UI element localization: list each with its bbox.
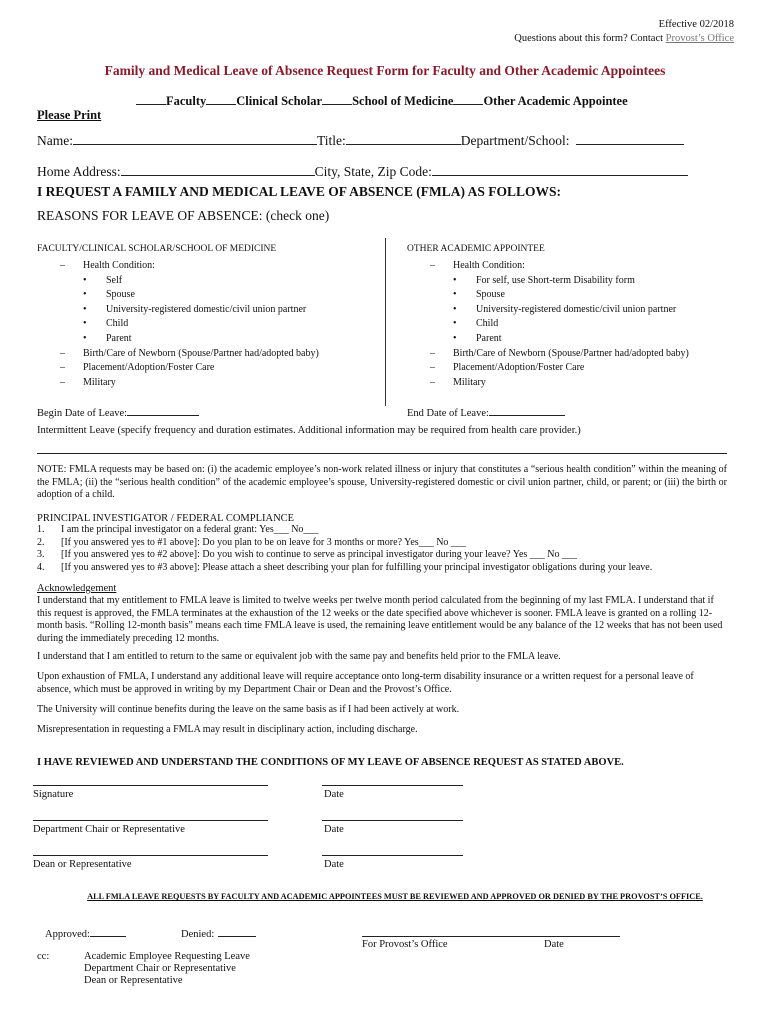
right-military[interactable]: [430, 376, 750, 391]
cc-item: Dean or Representative: [84, 975, 183, 986]
department-label: Department/School:: [460, 133, 570, 148]
cc-item: Department Chair or Representative: [84, 963, 236, 974]
pi-item-number: 4.: [37, 562, 45, 574]
right-health-child-label: Child: [476, 318, 499, 330]
left-column-heading: FACULTY/CLINICAL SCHOLAR/SCHOOL OF MEDICINE: [37, 244, 277, 254]
city-state-zip-label: City, State, Zip Code:: [314, 164, 432, 179]
bullet-marker: •: [453, 289, 457, 301]
pi-item-1: [37, 524, 737, 537]
left-health-spouse[interactable]: [60, 288, 380, 303]
right-health-label: Health Condition:: [453, 260, 525, 271]
pi-item-text: I am the principal investigator on a federal grant: Yes___ No___: [61, 524, 319, 535]
dean-date-line[interactable]: [322, 855, 463, 856]
begin-date-row: [37, 406, 199, 420]
left-health-label: Health Condition:: [83, 260, 155, 271]
left-health-child-label: Child: [106, 318, 129, 330]
questions-line: [514, 32, 734, 45]
category-faculty: Faculty: [166, 94, 207, 108]
pi-item-number: 1.: [37, 524, 45, 535]
title-label: Title:: [317, 133, 346, 148]
left-birth-care[interactable]: [60, 347, 380, 362]
signature-date-line[interactable]: [322, 785, 463, 786]
acknowledgement-p2: I understand that I am entitled to return to the same or equivalent job with the same pay and benefits held prior to the FMLA leave.: [37, 651, 561, 662]
school-of-medicine-checkline[interactable]: [322, 93, 352, 105]
bullet-marker: •: [83, 332, 87, 344]
chair-date-label: Date: [324, 824, 344, 835]
provost-date-label: Date: [544, 939, 564, 950]
clinical-scholar-checkline[interactable]: [206, 93, 236, 105]
denied-row: [181, 927, 256, 941]
right-health-child[interactable]: [430, 317, 750, 332]
dash-marker: –: [430, 260, 435, 271]
left-birth-care-label: Birth/Care of Newborn (Spouse/Partner had/adopted baby): [83, 347, 319, 359]
name-field[interactable]: [73, 133, 317, 145]
right-health-partner-label: University-registered domestic/civil union partner: [476, 303, 677, 315]
pi-heading: PRINCIPAL INVESTIGATOR / FEDERAL COMPLIANCE: [37, 513, 295, 524]
denied-field[interactable]: [218, 927, 256, 937]
name-title-dept-row: [37, 133, 684, 149]
address-row: [37, 164, 688, 180]
chair-date-line[interactable]: [322, 820, 463, 821]
acknowledgement-heading: Acknowledgement: [37, 583, 117, 594]
dash-marker: –: [430, 347, 435, 359]
cc-item: Academic Employee Requesting Leave: [84, 951, 250, 962]
signature-date-label: Date: [324, 789, 344, 800]
right-health-self[interactable]: [430, 274, 750, 289]
denied-label: Denied:: [181, 929, 215, 940]
reasons-heading: REASONS FOR LEAVE OF ABSENCE: (check one): [37, 208, 330, 223]
intermittent-leave-label: Intermittent Leave (specify frequency and duration estimates. Additional information may be required from health care provider.): [37, 425, 581, 436]
bullet-marker: •: [83, 303, 87, 315]
questions-text: Questions about this form? Contact: [514, 33, 666, 44]
left-reason-list: [60, 259, 380, 390]
title-field[interactable]: [346, 133, 461, 145]
right-reason-list: [430, 259, 750, 390]
left-health-condition[interactable]: [60, 259, 380, 274]
approved-label: Approved:: [45, 929, 90, 940]
dash-marker: –: [60, 362, 65, 374]
please-print: Please Print: [37, 108, 102, 122]
pi-item-3: [37, 549, 737, 562]
right-health-condition[interactable]: [430, 259, 750, 274]
pi-item-text: [If you answered yes to #2 above]: Do you wish to continue to serve as principal investigator during your leave? Yes ___ No ___: [61, 549, 578, 561]
begin-date-field[interactable]: [127, 406, 199, 416]
right-column-heading: OTHER ACADEMIC APPOINTEE: [407, 244, 545, 254]
signature-line[interactable]: [33, 785, 268, 786]
dash-marker: –: [430, 376, 435, 388]
category-clinical-scholar: Clinical Scholar: [236, 94, 323, 108]
right-health-partner[interactable]: [430, 303, 750, 318]
bullet-marker: •: [83, 318, 87, 330]
right-health-parent[interactable]: [430, 332, 750, 347]
home-address-field[interactable]: [121, 164, 315, 176]
acknowledgement-p5: Misrepresentation in requesting a FMLA may result in disciplinary action, including discharge.: [37, 724, 418, 735]
bullet-marker: •: [453, 318, 457, 330]
pi-list: [37, 524, 737, 575]
right-health-spouse[interactable]: [430, 288, 750, 303]
signature-label: Signature: [33, 789, 74, 800]
begin-date-label: Begin Date of Leave:: [37, 408, 128, 419]
bullet-marker: •: [453, 274, 457, 286]
pi-item-4: [37, 562, 737, 575]
dash-marker: –: [60, 260, 65, 271]
bullet-marker: •: [83, 289, 87, 301]
category-row: [136, 93, 628, 109]
provost-signature-line[interactable]: [362, 936, 620, 937]
right-health-self-label: For self, use Short-term Disability form: [476, 274, 635, 286]
right-health-spouse-label: Spouse: [476, 289, 505, 301]
dean-date-label: Date: [324, 859, 344, 870]
right-placement[interactable]: [430, 361, 750, 376]
request-heading: I REQUEST A FAMILY AND MEDICAL LEAVE OF ABSENCE (FMLA) AS FOLLOWS:: [37, 184, 561, 199]
bullet-marker: •: [83, 274, 87, 286]
right-birth-care-label: Birth/Care of Newborn (Spouse/Partner had/adopted baby): [453, 347, 689, 359]
left-military-label: Military: [83, 376, 116, 388]
acknowledgement-p3: Upon exhaustion of FMLA, I understand any additional leave will require acceptance onto long-term disability insurance or a written request for a personal leave of absence, which must be approved in writing by my Department Chair or Dean and the Provost’s Office.: [37, 671, 694, 695]
left-health-partner[interactable]: [60, 303, 380, 318]
left-health-parent[interactable]: [60, 332, 380, 347]
left-health-parent-label: Parent: [106, 332, 132, 344]
home-address-label: Home Address:: [37, 164, 121, 179]
intermittent-leave-field[interactable]: [37, 453, 727, 454]
category-school-of-medicine: School of Medicine: [352, 94, 454, 108]
end-date-label: End Date of Leave:: [407, 408, 489, 419]
pi-item-2: [37, 537, 737, 550]
left-health-self[interactable]: [60, 274, 380, 289]
dash-marker: –: [60, 347, 65, 359]
other-appointee-checkline[interactable]: [453, 93, 483, 105]
faculty-checkline[interactable]: [136, 93, 166, 105]
left-health-partner-label: University-registered domestic/civil union partner: [106, 303, 307, 315]
dash-marker: –: [60, 376, 65, 388]
form-title: Family and Medical Leave of Absence Request Form for Faculty and Other Academic Appointees: [104, 63, 666, 78]
end-date-row: [407, 406, 565, 420]
provost-office-link[interactable]: Provost’s Office: [665, 33, 734, 44]
effective-date: Effective 02/2018: [658, 19, 734, 30]
right-military-label: Military: [453, 376, 486, 388]
pi-item-text: [If you answered yes to #1 above]: Do you plan to be on leave for 3 months or more? Yes___ No ___: [61, 536, 466, 548]
right-birth-care[interactable]: [430, 347, 750, 362]
reviewed-statement: I HAVE REVIEWED AND UNDERSTAND THE CONDITIONS OF MY LEAVE OF ABSENCE REQUEST AS STATED ABOVE.: [37, 757, 624, 768]
acknowledgement-p1: I understand that my entitlement to FMLA leave is limited to twelve weeks per twelve month period calculated from the beginning of my last FMLA. I understand that if this request is approved, the FMLA terminates at the exhaustion of the 12 weeks or the date specified above whichever is sooner. FMLA leave is granted on a rolling 12-month basis. “Rolling 12-month basis” means each time FMLA leave is used, the remaining leave entitlement would be any balance of the 12 weeks that has not been used during the immediately preceding 12 months.: [37, 595, 723, 645]
acknowledgement-p4: The University will continue benefits during the leave on the same basis as if I had been actively at work.: [37, 704, 460, 715]
category-other-appointee: Other Academic Appointee: [483, 94, 628, 108]
for-provost-label: For Provost’s Office: [362, 939, 448, 950]
left-health-self-label: Self: [106, 274, 123, 286]
dean-signature-line[interactable]: [33, 855, 268, 856]
dean-label: Dean or Representative: [33, 859, 132, 870]
bullet-marker: •: [453, 332, 457, 344]
left-placement-label: Placement/Adoption/Foster Care: [83, 362, 215, 374]
name-label: Name:: [37, 133, 73, 148]
chair-label: Department Chair or Representative: [33, 824, 185, 835]
fmla-note: NOTE: FMLA requests may be based on: (i) the academic employee’s non-work related illness or injury that constitutes a “serious health condition” within the meaning of the FMLA; (ii) the “serious health condition” of the academic employee’s spouse, University-registered domestic or civil union partner, child, or parent; or (iii) the birth or adoption of a child.: [37, 464, 727, 501]
cc-label: cc:: [37, 951, 50, 962]
end-date-field[interactable]: [489, 406, 565, 416]
right-placement-label: Placement/Adoption/Foster Care: [453, 362, 585, 374]
column-divider: [385, 238, 386, 406]
city-state-zip-field[interactable]: [432, 164, 688, 176]
chair-signature-line[interactable]: [33, 820, 268, 821]
left-health-spouse-label: Spouse: [106, 289, 135, 301]
dash-marker: –: [430, 362, 435, 374]
pi-item-number: 2.: [37, 536, 45, 548]
left-placement[interactable]: [60, 361, 380, 376]
right-health-parent-label: Parent: [476, 332, 502, 344]
bullet-marker: •: [453, 303, 457, 315]
left-health-child[interactable]: [60, 317, 380, 332]
pi-item-number: 3.: [37, 549, 45, 561]
approved-row: [45, 927, 126, 941]
provost-review-note: ALL FMLA LEAVE REQUESTS BY FACULTY AND ACADEMIC APPOINTEES MUST BE REVIEWED AND APPROVED OR DENIED BY THE PROVOST’S OFFICE.: [87, 892, 703, 901]
left-military[interactable]: [60, 376, 380, 391]
pi-item-text: [If you answered yes to #3 above]: Please attach a sheet describing your plan for fulfilling your principal investigator obligations during your leave.: [61, 562, 653, 574]
approved-field[interactable]: [90, 927, 126, 937]
department-field[interactable]: [576, 133, 684, 145]
